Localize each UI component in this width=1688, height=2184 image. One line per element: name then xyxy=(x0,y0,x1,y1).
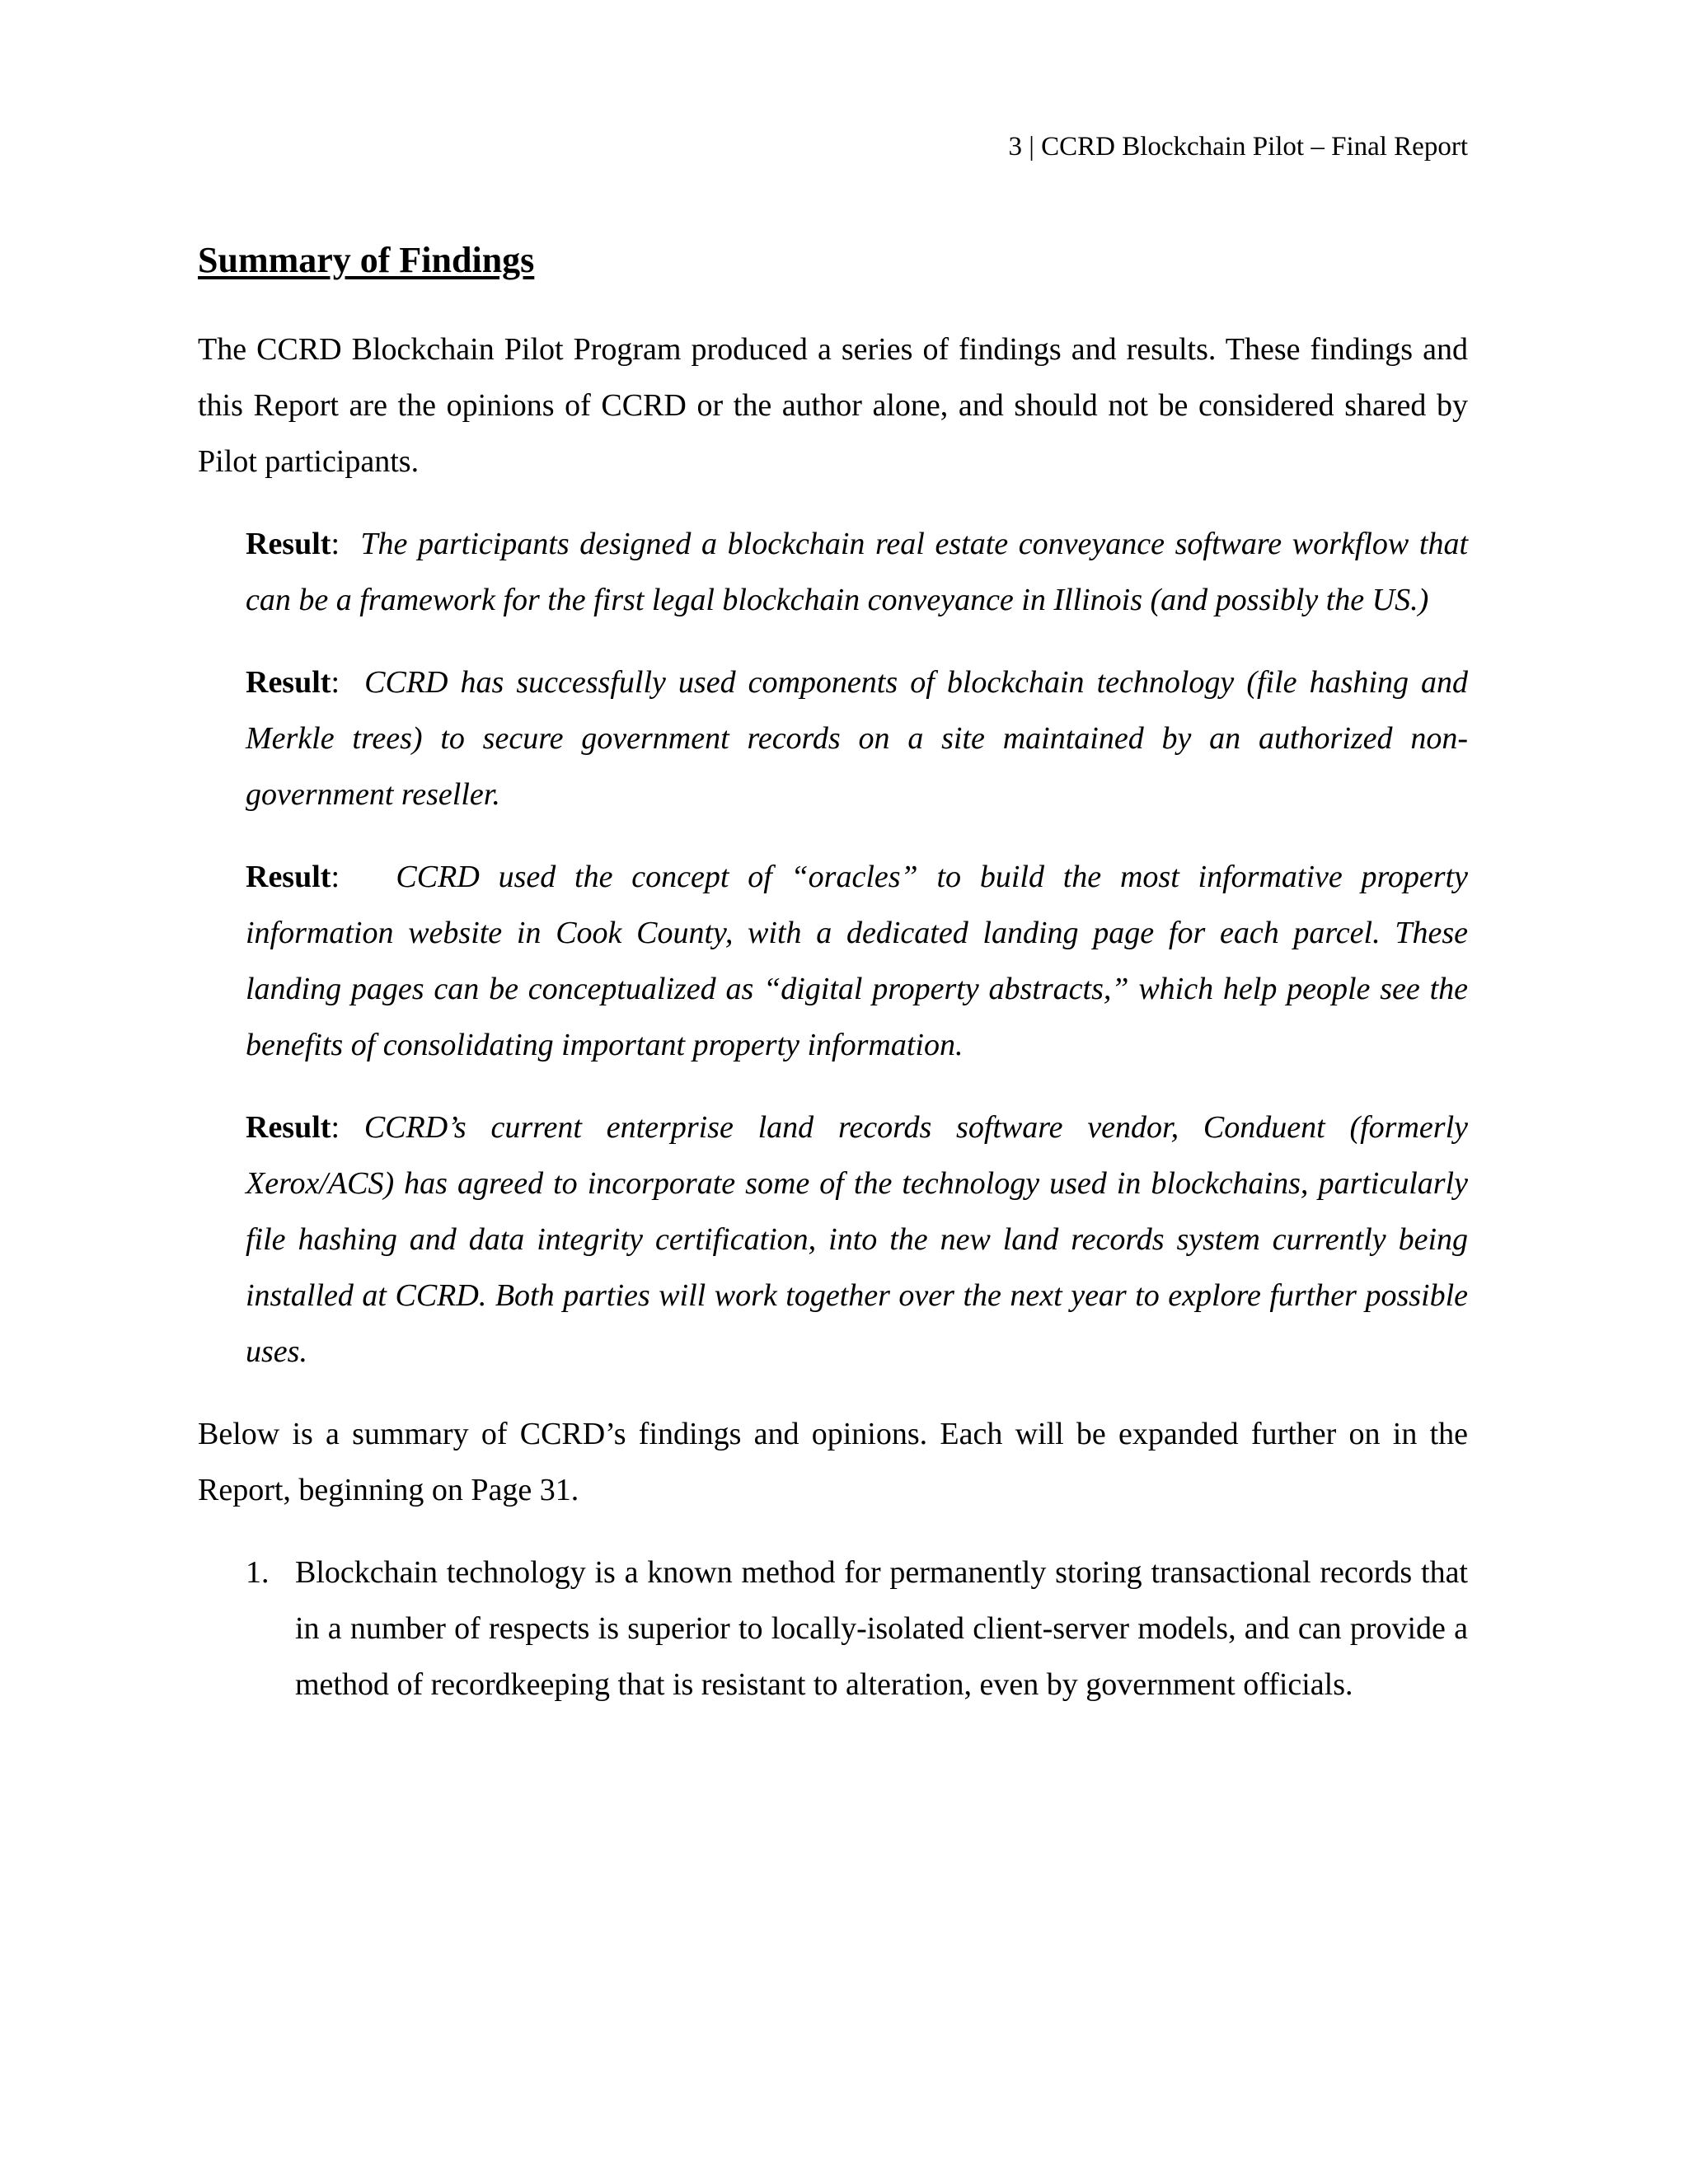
intro-paragraph: The CCRD Blockchain Pilot Program produced a series of findings and results. These findings and this Report are the opinions of CCRD or the author alone, and should not be considered shared by Pilot participants. xyxy=(198,332,1468,479)
result-text: CCRD’s current enterprise land records software vendor, Conduent (formerly Xerox/ACS) has agreed to incorporate some of the technology used in blockchains, particularly file hashing and data integrity certification, into the new land records system currently being installed at CCRD. Both parties will work together over the next year to explore further possible uses. xyxy=(246,1110,1468,1369)
findings-list xyxy=(198,1544,1468,1713)
finding-number: 1. xyxy=(246,1555,270,1590)
result-text: CCRD has successfully used components of blockchain technology (file hashing and Merkle trees) to secure government records on a site maintained by an authorized non-government reseller. xyxy=(246,665,1468,812)
result-separator: : xyxy=(331,527,340,561)
finding-text: Blockchain technology is a known method for permanently storing transactional records that in a number of respects is superior to locally-isolated client-server models, and can provide a method of recordkeeping that is resistant to alteration, even by government officials. xyxy=(295,1555,1468,1702)
result-separator: : xyxy=(331,665,340,700)
result-item xyxy=(246,1099,1468,1380)
result-text: CCRD used the concept of “oracles” to build the most informative property information website in Cook County, with a dedicated landing page for each parcel. These landing pages can be conceptualized as “digital property abstracts,” which help people see the benefits of consolidating important property information. xyxy=(246,860,1469,1062)
page-content xyxy=(198,234,1468,1713)
finding-item xyxy=(198,1544,1468,1713)
result-separator: : xyxy=(331,1110,340,1145)
result-label: Result xyxy=(246,1110,331,1145)
result-label: Result xyxy=(246,527,331,561)
result-label: Result xyxy=(246,860,331,894)
result-item xyxy=(246,516,1468,628)
results-list xyxy=(246,516,1468,1380)
result-item xyxy=(246,849,1468,1073)
result-label: Result xyxy=(246,665,331,700)
result-text: The participants designed a blockchain real estate conveyance software workflow that can be a framework for the first legal blockchain conveyance in Illinois (and possibly the US.) xyxy=(246,527,1469,617)
summary-intro-paragraph: Below is a summary of CCRD’s findings and opinions. Each will be expanded further on in the Report, beginning on Page 31. xyxy=(198,1417,1468,1507)
result-item xyxy=(246,654,1468,823)
running-header: 3 | CCRD Blockchain Pilot – Final Report xyxy=(1008,132,1468,162)
section-title: Summary of Findings xyxy=(198,240,535,280)
result-separator: : xyxy=(331,860,340,894)
